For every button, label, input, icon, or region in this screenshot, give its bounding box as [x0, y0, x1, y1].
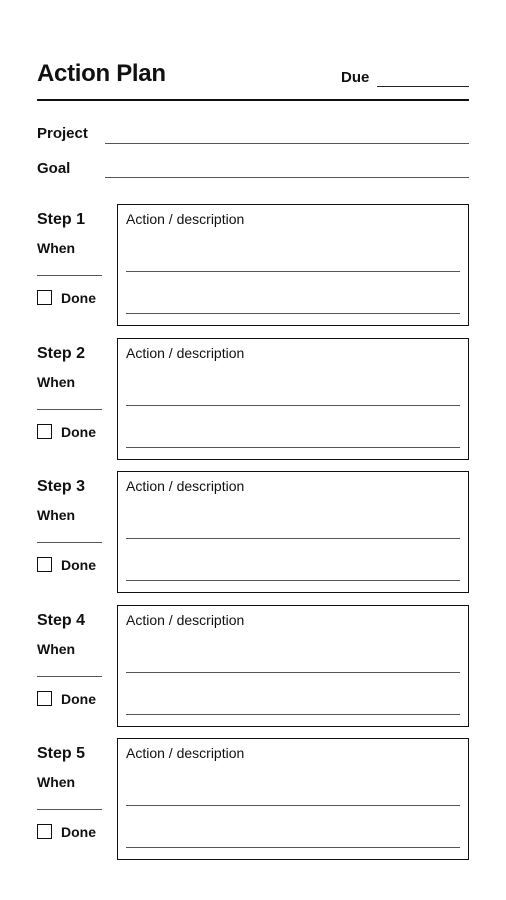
- action-line[interactable]: [126, 271, 460, 272]
- done-checkbox[interactable]: [37, 691, 52, 706]
- step-title: Step 1: [37, 211, 86, 228]
- when-field[interactable]: [37, 275, 102, 276]
- when-field[interactable]: [37, 809, 102, 810]
- action-line[interactable]: [126, 805, 460, 806]
- step-title: Step 3: [37, 478, 86, 495]
- when-field[interactable]: [37, 409, 102, 410]
- action-line[interactable]: [126, 847, 460, 848]
- when-label: When: [37, 240, 76, 256]
- step-row: [0, 471, 506, 593]
- header-divider: [37, 99, 469, 101]
- done-checkbox[interactable]: [37, 824, 52, 839]
- done-checkbox[interactable]: [37, 557, 52, 572]
- done-checkbox[interactable]: [37, 290, 52, 305]
- project-field[interactable]: [105, 143, 469, 144]
- action-description-box[interactable]: [117, 338, 469, 460]
- action-line[interactable]: [126, 580, 460, 581]
- action-description-box[interactable]: [117, 204, 469, 326]
- action-label: Action / description: [126, 612, 245, 628]
- when-field[interactable]: [37, 542, 102, 543]
- action-line[interactable]: [126, 672, 460, 673]
- done-label: Done: [61, 557, 96, 573]
- step-row: [0, 738, 506, 860]
- done-label: Done: [61, 691, 96, 707]
- action-label: Action / description: [126, 345, 245, 361]
- action-label: Action / description: [126, 745, 245, 761]
- when-label: When: [37, 641, 76, 657]
- goal-label: Goal: [37, 160, 71, 177]
- due-date-field[interactable]: [377, 86, 469, 87]
- step-title: Step 2: [37, 345, 86, 362]
- action-line[interactable]: [126, 538, 460, 539]
- action-description-box[interactable]: [117, 471, 469, 593]
- when-label: When: [37, 374, 76, 390]
- when-label: When: [37, 774, 76, 790]
- done-checkbox[interactable]: [37, 424, 52, 439]
- page-title: Action Plan: [37, 60, 166, 87]
- done-label: Done: [61, 424, 96, 440]
- done-label: Done: [61, 290, 96, 306]
- action-description-box[interactable]: [117, 738, 469, 860]
- goal-field[interactable]: [105, 177, 469, 178]
- action-label: Action / description: [126, 478, 245, 494]
- action-line[interactable]: [126, 447, 460, 448]
- step-title: Step 4: [37, 612, 86, 629]
- step-row: [0, 605, 506, 727]
- step-row: [0, 338, 506, 460]
- step-title: Step 5: [37, 745, 86, 762]
- action-line[interactable]: [126, 714, 460, 715]
- when-field[interactable]: [37, 676, 102, 677]
- due-label: Due: [341, 69, 370, 86]
- action-label: Action / description: [126, 211, 245, 227]
- action-line[interactable]: [126, 405, 460, 406]
- action-description-box[interactable]: [117, 605, 469, 727]
- when-label: When: [37, 507, 76, 523]
- project-label: Project: [37, 125, 88, 142]
- step-row: [0, 204, 506, 326]
- done-label: Done: [61, 824, 96, 840]
- action-line[interactable]: [126, 313, 460, 314]
